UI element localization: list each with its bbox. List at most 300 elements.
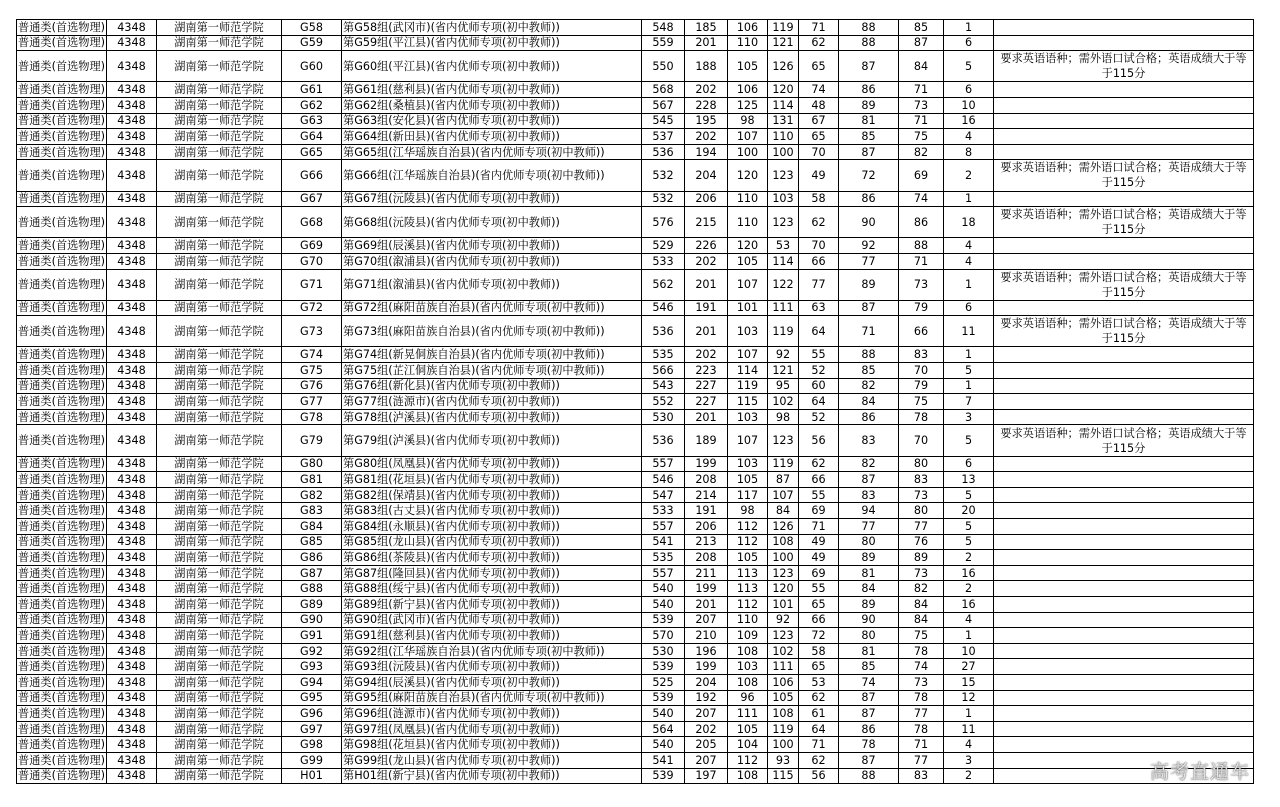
category-cell: 普通类(首选物理) (17, 160, 107, 191)
category-cell: 普通类(首选物理) (18, 20, 106, 34)
total-score-cell: 525 (642, 674, 685, 690)
school-name-cell: 湖南第一师范学院 (157, 628, 282, 644)
score-cell: 105 (728, 721, 768, 737)
table-row (17, 347, 1254, 363)
group-code-cell: G96 (282, 706, 342, 722)
plan-count-cell: 1 (944, 191, 994, 207)
table-row (17, 238, 1254, 254)
score-cell: 89 (839, 269, 899, 300)
school-name-cell: 湖南第一师范学院 (157, 612, 282, 628)
note-cell (994, 487, 1254, 503)
group-name-cell: 第G77组(涟源市)(省内优师专项(初中教师)) (342, 394, 642, 410)
group-name-cell: 第G98组(花垣县)(省内优师专项(初中教师)) (342, 737, 642, 753)
table-row (17, 752, 1254, 768)
score-cell: 194 (685, 144, 728, 160)
score-cell: 75 (899, 394, 944, 410)
score-cell: 83 (899, 472, 944, 488)
score-cell: 202 (685, 82, 728, 98)
group-name-cell: 第G75组(芷江侗族自治县)(省内优师专项(初中教师)) (342, 363, 642, 379)
note-cell (994, 565, 1254, 581)
score-cell: 67 (799, 113, 839, 129)
table-row (17, 129, 1254, 145)
plan-count-cell: 2 (944, 160, 994, 191)
group-name-cell: 第G67组(沅陵县)(省内优师专项(初中教师)) (342, 191, 642, 207)
group-code-cell: G63 (282, 113, 342, 129)
group-code-cell: G87 (282, 565, 342, 581)
score-cell: 88 (899, 238, 944, 254)
score-cell: 83 (839, 487, 899, 503)
group-name-cell: 第G88组(绥宁县)(省内优师专项(初中教师)) (342, 581, 642, 597)
score-cell: 123 (768, 565, 799, 581)
table-row (17, 160, 1254, 191)
school-name-cell: 湖南第一师范学院 (157, 378, 282, 394)
score-cell: 105 (728, 472, 768, 488)
score-cell: 75 (899, 628, 944, 644)
score-cell: 89 (839, 550, 899, 566)
total-score-cell: 539 (642, 659, 685, 675)
score-cell: 103 (768, 191, 799, 207)
score-cell: 77 (839, 253, 899, 269)
table-row (17, 550, 1254, 566)
score-cell: 214 (685, 487, 728, 503)
table-row (17, 425, 1254, 456)
category-cell: 普通类(首选物理) (18, 753, 106, 767)
score-cell: 117 (728, 487, 768, 503)
total-score-cell: 536 (642, 144, 685, 160)
score-cell: 77 (899, 752, 944, 768)
note-cell: 要求英语语种；需外语口试合格；英语成绩大于等于115分 (994, 425, 1254, 456)
group-name-cell: 第G91组(慈利县)(省内优师专项(初中教师)) (342, 628, 642, 644)
note-cell (994, 612, 1254, 628)
group-code-cell: G94 (282, 674, 342, 690)
score-cell: 94 (839, 503, 899, 519)
score-cell: 66 (899, 316, 944, 347)
group-code-cell: G93 (282, 659, 342, 675)
score-cell: 103 (728, 659, 768, 675)
score-cell: 195 (685, 113, 728, 129)
score-cell: 120 (768, 581, 799, 597)
score-cell: 70 (899, 363, 944, 379)
score-cell: 207 (685, 752, 728, 768)
score-cell: 90 (839, 612, 899, 628)
table-row (17, 207, 1254, 238)
note-cell: 要求英语语种；需外语口试合格；英语成绩大于等于115分 (994, 51, 1254, 82)
score-cell: 188 (685, 51, 728, 82)
school-name-cell: 湖南第一师范学院 (157, 82, 282, 98)
school-name-cell: 湖南第一师范学院 (157, 113, 282, 129)
score-cell: 81 (839, 565, 899, 581)
group-name-cell: 第G83组(古丈县)(省内优师专项(初中教师)) (342, 503, 642, 519)
total-score-cell: 539 (642, 690, 685, 706)
score-cell: 123 (768, 425, 799, 456)
table-row (17, 503, 1254, 519)
group-name-cell: 第G93组(沅陵县)(省内优师专项(初中教师)) (342, 659, 642, 675)
group-name-cell: 第G64组(新田县)(省内优师专项(初中教师)) (342, 129, 642, 145)
school-name-cell: 湖南第一师范学院 (157, 269, 282, 300)
category-cell: 普通类(首选物理) (18, 98, 106, 112)
school-name-cell: 湖南第一师范学院 (157, 659, 282, 675)
score-cell: 104 (728, 737, 768, 753)
score-cell: 110 (728, 35, 768, 51)
plan-count-cell: 6 (944, 82, 994, 98)
note-cell (994, 581, 1254, 597)
group-name-cell: 第G94组(辰溪县)(省内优师专项(初中教师)) (342, 674, 642, 690)
table-row (17, 643, 1254, 659)
school-name-cell: 湖南第一师范学院 (157, 191, 282, 207)
category-cell: 普通类(首选物理) (18, 114, 106, 128)
score-cell: 74 (799, 82, 839, 98)
score-cell: 202 (685, 721, 728, 737)
school-code-cell: 4348 (107, 519, 157, 535)
score-cell: 107 (768, 487, 799, 503)
table-row (17, 316, 1254, 347)
category-cell: 普通类(首选物理) (18, 613, 106, 627)
score-cell: 77 (899, 706, 944, 722)
category-cell: 普通类(首选物理) (18, 535, 106, 549)
score-cell: 86 (839, 721, 899, 737)
plan-count-cell: 2 (944, 768, 994, 784)
score-cell: 84 (768, 503, 799, 519)
score-cell: 62 (799, 456, 839, 472)
note-cell (994, 300, 1254, 316)
school-code-cell: 4348 (107, 752, 157, 768)
plan-count-cell: 27 (944, 659, 994, 675)
total-score-cell: 533 (642, 503, 685, 519)
table-row (17, 113, 1254, 129)
school-code-cell: 4348 (107, 51, 157, 82)
group-name-cell: 第G65组(江华瑶族自治县)(省内优师专项(初中教师)) (342, 144, 642, 160)
score-cell: 65 (799, 51, 839, 82)
school-code-cell: 4348 (107, 472, 157, 488)
group-name-cell: 第G85组(龙山县)(省内优师专项(初中教师)) (342, 534, 642, 550)
score-cell: 111 (728, 706, 768, 722)
plan-count-cell: 6 (944, 300, 994, 316)
score-cell: 55 (799, 581, 839, 597)
score-cell: 207 (685, 612, 728, 628)
score-cell: 205 (685, 737, 728, 753)
plan-count-cell: 3 (944, 409, 994, 425)
score-cell: 201 (685, 596, 728, 612)
category-cell: 普通类(首选物理) (18, 488, 106, 502)
school-code-cell: 4348 (107, 144, 157, 160)
group-code-cell: G97 (282, 721, 342, 737)
score-cell: 73 (899, 674, 944, 690)
score-cell: 69 (799, 503, 839, 519)
score-cell: 79 (899, 300, 944, 316)
total-score-cell: 536 (642, 316, 685, 347)
group-code-cell: G66 (282, 160, 342, 191)
table-row (17, 565, 1254, 581)
total-score-cell: 540 (642, 737, 685, 753)
score-cell: 207 (685, 706, 728, 722)
plan-count-cell: 5 (944, 51, 994, 82)
school-code-cell: 4348 (107, 674, 157, 690)
category-cell: 普通类(首选物理) (17, 51, 107, 82)
score-cell: 120 (728, 160, 768, 191)
score-cell: 100 (728, 144, 768, 160)
category-cell: 普通类(首选物理) (18, 379, 106, 393)
note-cell (994, 409, 1254, 425)
school-name-cell: 湖南第一师范学院 (157, 363, 282, 379)
total-score-cell: 529 (642, 238, 685, 254)
plan-count-cell: 5 (944, 425, 994, 456)
score-cell: 70 (899, 425, 944, 456)
score-cell: 92 (768, 612, 799, 628)
school-name-cell: 湖南第一师范学院 (157, 487, 282, 503)
score-cell: 89 (899, 550, 944, 566)
table-row (17, 721, 1254, 737)
score-cell: 55 (799, 347, 839, 363)
note-cell (994, 472, 1254, 488)
plan-count-cell: 18 (944, 207, 994, 238)
score-cell: 87 (839, 752, 899, 768)
note-cell (994, 503, 1254, 519)
score-cell: 73 (899, 565, 944, 581)
school-name-cell: 湖南第一师范学院 (157, 737, 282, 753)
category-cell: 普通类(首选物理) (18, 348, 106, 362)
school-name-cell: 湖南第一师范学院 (157, 35, 282, 51)
note-cell (994, 534, 1254, 550)
score-cell: 84 (899, 51, 944, 82)
score-cell: 102 (768, 394, 799, 410)
school-name-cell: 湖南第一师范学院 (157, 706, 282, 722)
plan-count-cell: 7 (944, 394, 994, 410)
score-cell: 105 (728, 51, 768, 82)
group-code-cell: G74 (282, 347, 342, 363)
note-cell (994, 643, 1254, 659)
score-cell: 107 (728, 425, 768, 456)
score-cell: 112 (728, 519, 768, 535)
category-cell: 普通类(首选物理) (18, 254, 106, 268)
group-code-cell: G77 (282, 394, 342, 410)
score-cell: 89 (839, 97, 899, 113)
score-cell: 88 (839, 768, 899, 784)
total-score-cell: 530 (642, 643, 685, 659)
total-score-cell: 539 (642, 612, 685, 628)
school-name-cell: 湖南第一师范学院 (157, 643, 282, 659)
school-code-cell: 4348 (107, 706, 157, 722)
group-code-cell: G86 (282, 550, 342, 566)
school-name-cell: 湖南第一师范学院 (157, 534, 282, 550)
score-cell: 197 (685, 768, 728, 784)
school-name-cell: 湖南第一师范学院 (157, 238, 282, 254)
score-cell: 206 (685, 191, 728, 207)
total-score-cell: 530 (642, 409, 685, 425)
school-code-cell: 4348 (107, 300, 157, 316)
school-name-cell: 湖南第一师范学院 (157, 472, 282, 488)
total-score-cell: 535 (642, 347, 685, 363)
note-cell (994, 628, 1254, 644)
table-row (17, 612, 1254, 628)
table-row (17, 269, 1254, 300)
score-cell: 85 (839, 659, 899, 675)
total-score-cell: 533 (642, 253, 685, 269)
score-cell: 196 (685, 643, 728, 659)
score-cell: 115 (728, 394, 768, 410)
school-code-cell: 4348 (107, 503, 157, 519)
score-cell: 62 (799, 752, 839, 768)
note-cell (994, 191, 1254, 207)
note-cell: 要求英语语种；需外语口试合格；英语成绩大于等于115分 (994, 160, 1254, 191)
group-code-cell: G72 (282, 300, 342, 316)
total-score-cell: 545 (642, 113, 685, 129)
school-code-cell: 4348 (107, 409, 157, 425)
score-cell: 49 (799, 534, 839, 550)
school-code-cell: 4348 (107, 394, 157, 410)
score-cell: 87 (899, 35, 944, 51)
score-cell: 58 (799, 191, 839, 207)
group-name-cell: 第G59组(平江县)(省内优师专项(初中教师)) (342, 35, 642, 51)
school-name-cell: 湖南第一师范学院 (157, 674, 282, 690)
category-cell: 普通类(首选物理) (18, 83, 106, 97)
score-cell: 71 (799, 737, 839, 753)
group-name-cell: 第G96组(涟源市)(省内优师专项(初中教师)) (342, 706, 642, 722)
plan-count-cell: 4 (944, 129, 994, 145)
score-cell: 100 (768, 550, 799, 566)
total-score-cell: 564 (642, 721, 685, 737)
category-cell: 普通类(首选物理) (18, 395, 106, 409)
score-cell: 86 (839, 191, 899, 207)
score-cell: 71 (899, 737, 944, 753)
plan-count-cell: 16 (944, 596, 994, 612)
score-cell: 62 (799, 690, 839, 706)
total-score-cell: 557 (642, 519, 685, 535)
score-cell: 114 (768, 97, 799, 113)
school-code-cell: 4348 (107, 316, 157, 347)
school-code-cell: 4348 (107, 456, 157, 472)
total-score-cell: 540 (642, 706, 685, 722)
total-score-cell: 557 (642, 456, 685, 472)
score-cell: 88 (839, 35, 899, 51)
score-cell: 96 (728, 690, 768, 706)
category-cell: 普通类(首选物理) (18, 550, 106, 564)
score-cell: 105 (728, 550, 768, 566)
score-cell: 201 (685, 35, 728, 51)
score-cell: 202 (685, 129, 728, 145)
score-cell: 55 (799, 487, 839, 503)
table-row (17, 706, 1254, 722)
category-cell: 普通类(首选物理) (18, 706, 106, 720)
score-cell: 131 (768, 113, 799, 129)
group-code-cell: G62 (282, 97, 342, 113)
table-row (17, 659, 1254, 675)
score-cell: 189 (685, 425, 728, 456)
group-code-cell: G82 (282, 487, 342, 503)
score-cell: 126 (768, 519, 799, 535)
category-cell: 普通类(首选物理) (18, 660, 106, 674)
table-row (17, 519, 1254, 535)
plan-count-cell: 4 (944, 253, 994, 269)
school-code-cell: 4348 (107, 35, 157, 51)
score-cell: 65 (799, 659, 839, 675)
total-score-cell: 541 (642, 534, 685, 550)
total-score-cell: 552 (642, 394, 685, 410)
group-name-cell: 第G76组(新化县)(省内优师专项(初中教师)) (342, 378, 642, 394)
group-code-cell: G61 (282, 82, 342, 98)
plan-count-cell: 2 (944, 581, 994, 597)
category-cell: 普通类(首选物理) (18, 738, 106, 752)
plan-count-cell: 4 (944, 737, 994, 753)
school-name-cell: 湖南第一师范学院 (157, 690, 282, 706)
note-cell (994, 378, 1254, 394)
school-name-cell: 湖南第一师范学院 (157, 768, 282, 784)
category-cell: 普通类(首选物理) (17, 207, 107, 238)
category-cell: 普通类(首选物理) (18, 473, 106, 487)
group-code-cell: H01 (282, 768, 342, 784)
plan-count-cell: 1 (944, 347, 994, 363)
score-cell: 82 (839, 456, 899, 472)
score-cell: 78 (899, 690, 944, 706)
group-name-cell: 第G71组(溆浦县)(省内优师专项(初中教师)) (342, 269, 642, 300)
school-code-cell: 4348 (107, 690, 157, 706)
score-cell: 71 (799, 519, 839, 535)
group-name-cell: 第G63组(安化县)(省内优师专项(初中教师)) (342, 113, 642, 129)
group-code-cell: G95 (282, 690, 342, 706)
plan-count-cell: 13 (944, 472, 994, 488)
school-name-cell: 湖南第一师范学院 (157, 409, 282, 425)
score-cell: 199 (685, 659, 728, 675)
school-name-cell: 湖南第一师范学院 (157, 160, 282, 191)
table-row (17, 191, 1254, 207)
score-cell: 48 (799, 97, 839, 113)
score-cell: 110 (728, 207, 768, 238)
school-code-cell: 4348 (107, 160, 157, 191)
table-row (17, 20, 1254, 36)
table-row (17, 35, 1254, 51)
score-cell: 82 (839, 378, 899, 394)
score-cell: 66 (799, 612, 839, 628)
score-cell: 119 (768, 721, 799, 737)
total-score-cell: 546 (642, 472, 685, 488)
score-cell: 52 (799, 409, 839, 425)
category-cell: 普通类(首选物理) (18, 691, 106, 705)
school-code-cell: 4348 (107, 565, 157, 581)
group-code-cell: G90 (282, 612, 342, 628)
school-name-cell: 湖南第一师范学院 (157, 581, 282, 597)
total-score-cell: 541 (642, 752, 685, 768)
score-cell: 113 (728, 581, 768, 597)
group-name-cell: 第G92组(江华瑶族自治县)(省内优师专项(初中教师)) (342, 643, 642, 659)
score-cell: 70 (799, 144, 839, 160)
category-cell: 普通类(首选物理) (18, 129, 106, 143)
plan-count-cell: 5 (944, 534, 994, 550)
score-cell: 108 (728, 643, 768, 659)
note-cell: 要求英语语种；需外语口试合格；英语成绩大于等于115分 (994, 269, 1254, 300)
score-cell: 89 (839, 596, 899, 612)
score-cell: 79 (899, 378, 944, 394)
score-cell: 110 (728, 191, 768, 207)
score-cell: 87 (839, 472, 899, 488)
score-cell: 78 (899, 721, 944, 737)
school-name-cell: 湖南第一师范学院 (157, 20, 282, 36)
plan-count-cell: 15 (944, 674, 994, 690)
score-cell: 213 (685, 534, 728, 550)
category-cell: 普通类(首选物理) (18, 582, 106, 596)
score-cell: 71 (899, 113, 944, 129)
note-cell (994, 238, 1254, 254)
score-cell: 106 (728, 20, 768, 36)
note-cell (994, 674, 1254, 690)
score-cell: 82 (899, 581, 944, 597)
plan-count-cell: 6 (944, 456, 994, 472)
plan-count-cell: 3 (944, 752, 994, 768)
score-cell: 81 (839, 643, 899, 659)
score-cell: 123 (768, 207, 799, 238)
table-row (17, 82, 1254, 98)
table-row (17, 534, 1254, 550)
total-score-cell: 568 (642, 82, 685, 98)
group-name-cell: 第G80组(凤凰县)(省内优师专项(初中教师)) (342, 456, 642, 472)
